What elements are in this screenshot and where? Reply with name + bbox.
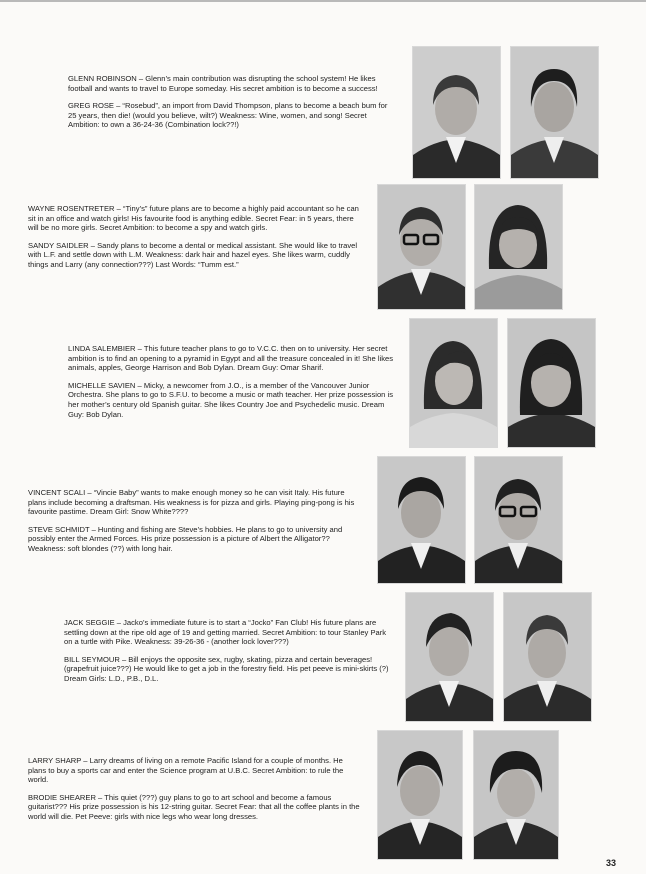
portrait-vincent-scali-image <box>378 457 465 583</box>
entry-wayne-rosentreter: WAYNE ROSENTRETER – “Tiny’s” future plans are to become a highly paid accountant so he can sit in an office and watch girls! His favourite food is anything edible. Secret Fear: in 5 years, there will be no more girls. Secret Ambition: to become a spy and watch girls. <box>28 204 359 233</box>
portrait-jack-seggie-image <box>406 593 493 721</box>
portrait-brodie-shearer-image <box>474 731 558 859</box>
text-block-3 <box>68 344 394 419</box>
text-block-1 <box>68 74 390 130</box>
entry-linda-salembier: LINDA SALEMBIER – This future teacher plans to go to V.C.C. then on to university. Her secret ambition is to find an opening to a pyramid in Egypt and all the treasure concealed in it! She likes animals, apples, George Harrison and Bob Dylan. Dream Guy: Omar Sharif. <box>68 344 394 373</box>
entry-brodie-shearer: BRODIE SHEARER – This quiet (???) guy plans to go to art school and become a famous guitarist??? His prize possession is his 12-string guitar. Secret Fear: that all the coffee plants in the world will die. Pet Peeve: girls with nice legs who wear long dresses. <box>28 792 360 821</box>
portrait-vincent-scali <box>377 456 466 584</box>
portrait-brodie-shearer <box>473 730 559 860</box>
portrait-glenn-robinson-image <box>413 47 500 178</box>
portrait-greg-rose <box>510 46 599 179</box>
portrait-steve-schmidt-image <box>475 457 562 583</box>
entry-michelle-savien: MICHELLE SAVIEN – Micky, a newcomer from J.O., is a member of the Vancouver Junior Orchestra. She plans to go to S.F.U. to become a music or math teacher. Her prize possession is her mother’s century old Spanish guitar. She likes Country Joe and Psychedelic music. Dream Guy: Bob Dylan. <box>68 380 393 419</box>
entry-larry-sharp: LARRY SHARP – Larry dreams of living on a remote Pacific Island for a couple of months. He plans to buy a sports car and enter the Science program at U.B.C. Secret Ambition: to rule the world. <box>28 756 344 785</box>
entry-vincent-scali: VINCENT SCALI – “Vincie Baby” wants to make enough money so he can visit Italy. His future plans include becoming a draftsman. His weakness is for pizza and girls. Playing ping-pong is his favourite pastime. Dream Girl: Snow White???? <box>28 488 355 517</box>
portrait-sandy-saidler <box>474 184 563 310</box>
portrait-linda-salembier-image <box>410 319 497 447</box>
portrait-glenn-robinson <box>412 46 501 179</box>
portrait-sandy-saidler-image <box>475 185 562 309</box>
portrait-michelle-savien <box>507 318 596 448</box>
entry-glenn-robinson: GLENN ROBINSON – Glenn’s main contribution was disrupting the school system! He likes football and wants to travel to Europe someday. His secret ambition is to become a success! <box>68 74 378 93</box>
text-block-5 <box>64 618 392 684</box>
page-number: 33 <box>606 858 617 868</box>
portrait-larry-sharp-image <box>378 731 462 859</box>
text-block-6 <box>28 756 362 822</box>
text-block-2 <box>28 204 364 270</box>
entry-steve-schmidt: STEVE SCHMIDT – Hunting and fishing are Steve’s hobbies. He plans to go to university and possibly enter the Armed Forces. His prize possession is a picture of Albert the Alligator?? Weakness: soft blondes (??) with long hair. <box>28 524 343 553</box>
text-block-4 <box>28 488 364 554</box>
portrait-bill-seymour-image <box>504 593 591 721</box>
portrait-wayne-rosentreter <box>377 184 466 310</box>
entry-bill-seymour: BILL SEYMOUR – Bill enjoys the opposite sex, rugby, skating, pizza and certain beverages! (grapefruit juice???) He would like to get a job in the forestry field. His pet peeve is mini-skirts (?) Dream Girls: L.D., P.B., D.L. <box>64 654 389 683</box>
portrait-larry-sharp <box>377 730 463 860</box>
top-edge <box>0 0 646 2</box>
portrait-greg-rose-image <box>511 47 598 178</box>
portrait-michelle-savien-image <box>508 319 595 447</box>
portrait-bill-seymour <box>503 592 592 722</box>
portrait-steve-schmidt <box>474 456 563 584</box>
portrait-linda-salembier <box>409 318 498 448</box>
entry-jack-seggie: JACK SEGGIE – Jacko’s immediate future is to start a “Jocko” Fan Club! His future plans are settling down at the ripe old age of 19 and getting married. Secret Ambition: to tour Stanley Park on a turtle with Pike. Weakness: 39-26-36 - (another lock lover???) <box>64 618 387 647</box>
portrait-jack-seggie <box>405 592 494 722</box>
entry-sandy-saidler: SANDY SAIDLER – Sandy plans to become a dental or medical assistant. She would like to travel with L.F. and settle down with L.M. Weakness: dark hair and hazel eyes. She likes warm, cuddly things and Larry (any connection???) Last Words: “Tumm est.” <box>28 240 358 269</box>
entry-greg-rose: GREG ROSE – “Rosebud”, an import from David Thompson, plans to become a beach bum for 25 years, then die! (would you believe, wilt?) Weakness: Wine, women, and song! Secret Ambition: to own a 36-24-36 (Combination lock??!) <box>68 101 388 130</box>
portrait-wayne-rosentreter-image <box>378 185 465 309</box>
